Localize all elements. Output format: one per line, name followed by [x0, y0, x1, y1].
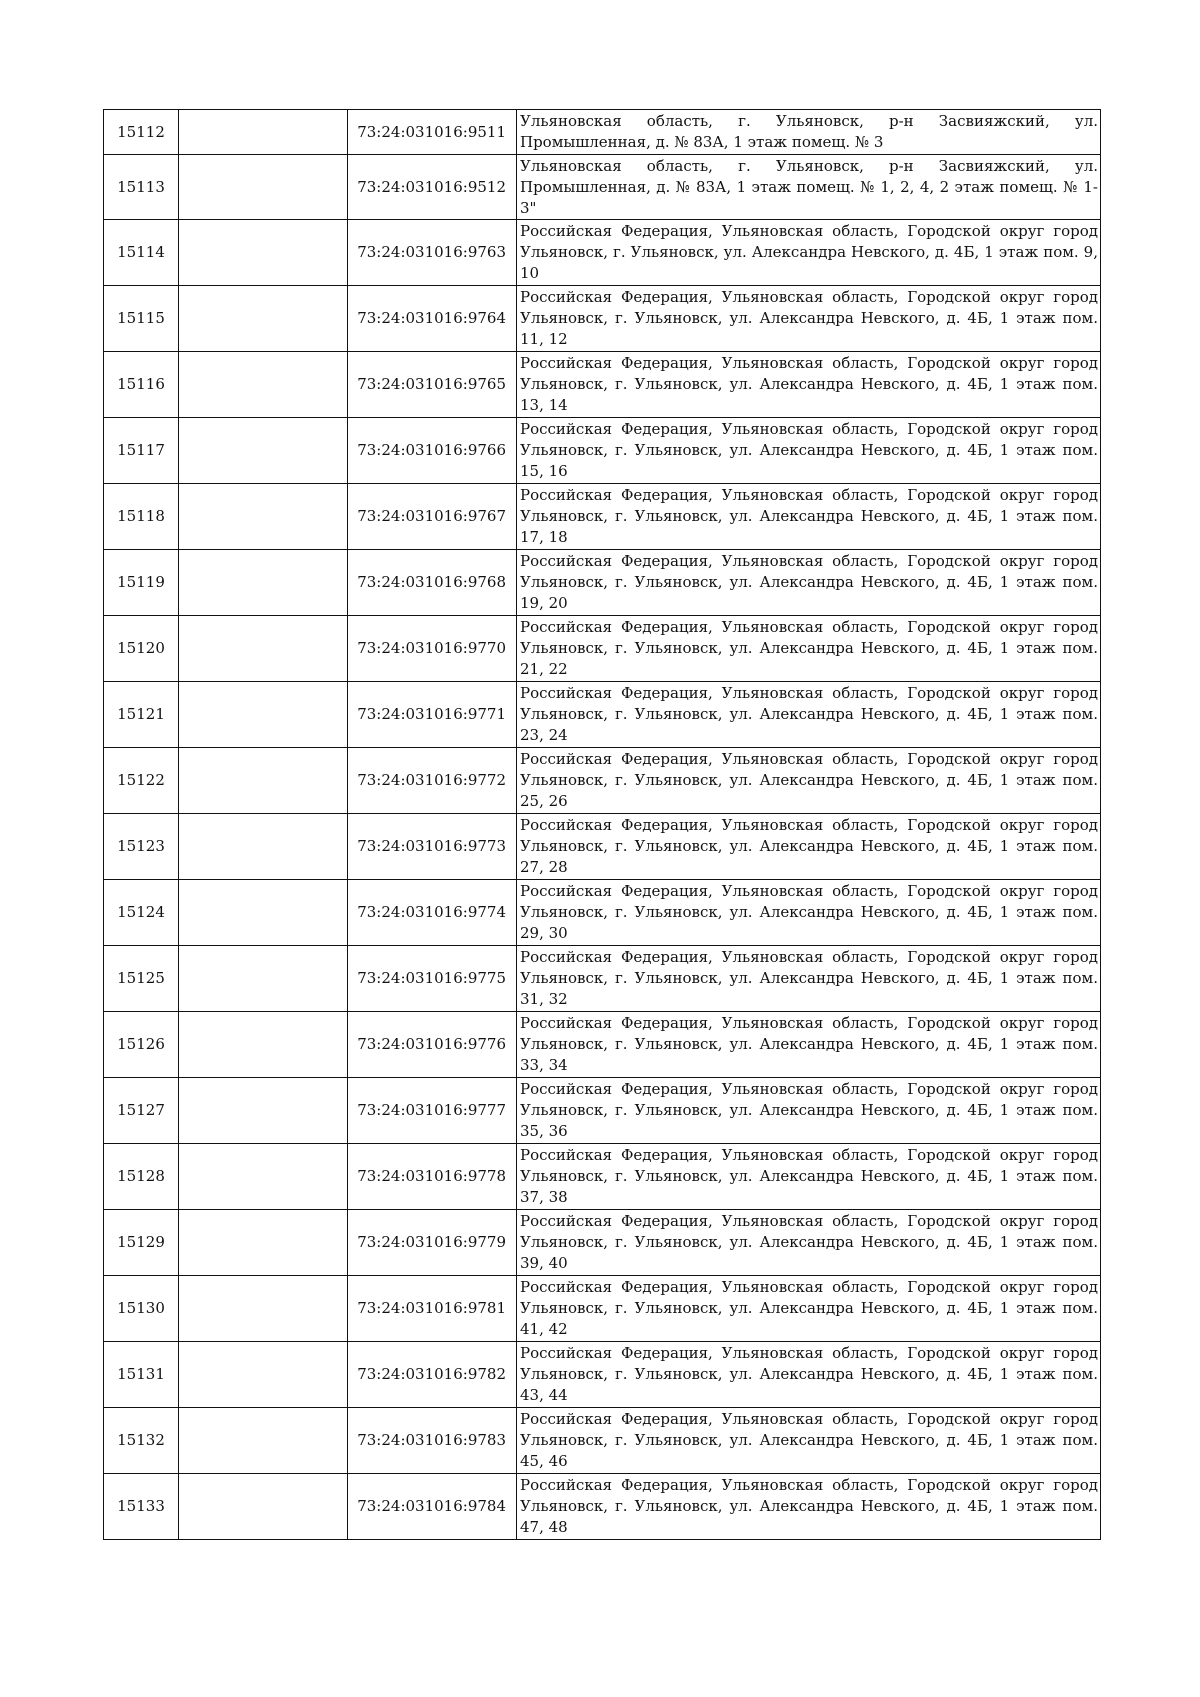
- table-row: [104, 1144, 1101, 1210]
- table-row: [104, 220, 1101, 286]
- address-cell: Ульяновская область, г. Ульяновск, р-н Засвияжский, ул. Промышленная, д. № 83А, 1 этаж помещ. № 3: [517, 110, 1101, 155]
- row-number-cell: 15114: [104, 220, 179, 286]
- empty-cell: [179, 748, 348, 814]
- empty-cell: [179, 1078, 348, 1144]
- table-row: [104, 1210, 1101, 1276]
- address-cell: Российская Федерация, Ульяновская область, Городской округ город Ульяновск, г. Ульяновск, ул. Александра Невского, д. 4Б, 1 этаж пом. 11, 12: [517, 286, 1101, 352]
- table-row: [104, 880, 1101, 946]
- address-cell: Российская Федерация, Ульяновская область, Городской округ город Ульяновск, г. Ульяновск, ул. Александра Невского, д. 4Б, 1 этаж пом. 15, 16: [517, 418, 1101, 484]
- cadastral-number-cell: 73:24:031016:9512: [348, 155, 517, 220]
- registry-table: [103, 109, 1101, 1540]
- empty-cell: [179, 550, 348, 616]
- address-cell: Российская Федерация, Ульяновская область, Городской округ город Ульяновск, г. Ульяновск, ул. Александра Невского, д. 4Б, 1 этаж пом. 33, 34: [517, 1012, 1101, 1078]
- cadastral-number-cell: 73:24:031016:9775: [348, 946, 517, 1012]
- address-cell: Российская Федерация, Ульяновская область, Городской округ город Ульяновск, г. Ульяновск, ул. Александра Невского, д. 4Б, 1 этаж пом. 47, 48: [517, 1474, 1101, 1540]
- empty-cell: [179, 1012, 348, 1078]
- cadastral-number-cell: 73:24:031016:9772: [348, 748, 517, 814]
- row-number-cell: 15123: [104, 814, 179, 880]
- table-row: [104, 110, 1101, 155]
- empty-cell: [179, 286, 348, 352]
- empty-cell: [179, 220, 348, 286]
- row-number-cell: 15124: [104, 880, 179, 946]
- empty-cell: [179, 155, 348, 220]
- cadastral-number-cell: 73:24:031016:9764: [348, 286, 517, 352]
- table-row: [104, 1012, 1101, 1078]
- empty-cell: [179, 616, 348, 682]
- cadastral-number-cell: 73:24:031016:9783: [348, 1408, 517, 1474]
- cadastral-number-cell: 73:24:031016:9763: [348, 220, 517, 286]
- empty-cell: [179, 682, 348, 748]
- empty-cell: [179, 946, 348, 1012]
- table-row: [104, 1408, 1101, 1474]
- cadastral-number-cell: 73:24:031016:9768: [348, 550, 517, 616]
- row-number-cell: 15126: [104, 1012, 179, 1078]
- address-cell: Российская Федерация, Ульяновская область, Городской округ город Ульяновск, г. Ульяновск, ул. Александра Невского, д. 4Б, 1 этаж пом. 13, 14: [517, 352, 1101, 418]
- table-row: [104, 418, 1101, 484]
- row-number-cell: 15128: [104, 1144, 179, 1210]
- row-number-cell: 15116: [104, 352, 179, 418]
- row-number-cell: 15117: [104, 418, 179, 484]
- empty-cell: [179, 418, 348, 484]
- cadastral-number-cell: 73:24:031016:9778: [348, 1144, 517, 1210]
- row-number-cell: 15127: [104, 1078, 179, 1144]
- address-cell: Российская Федерация, Ульяновская область, Городской округ город Ульяновск, г. Ульяновск, ул. Александра Невского, д. 4Б, 1 этаж пом. 17, 18: [517, 484, 1101, 550]
- table-row: [104, 1276, 1101, 1342]
- address-cell: Российская Федерация, Ульяновская область, Городской округ город Ульяновск, г. Ульяновск, ул. Александра Невского, д. 4Б, 1 этаж пом. 27, 28: [517, 814, 1101, 880]
- row-number-cell: 15129: [104, 1210, 179, 1276]
- registry-table-body: [104, 110, 1101, 1540]
- cadastral-number-cell: 73:24:031016:9773: [348, 814, 517, 880]
- address-cell: Российская Федерация, Ульяновская область, Городской округ город Ульяновск, г. Ульяновск, ул. Александра Невского, д. 4Б, 1 этаж пом. 21, 22: [517, 616, 1101, 682]
- row-number-cell: 15118: [104, 484, 179, 550]
- row-number-cell: 15122: [104, 748, 179, 814]
- empty-cell: [179, 880, 348, 946]
- empty-cell: [179, 1408, 348, 1474]
- address-cell: Российская Федерация, Ульяновская область, Городской округ город Ульяновск, г. Ульяновск, ул. Александра Невского, д. 4Б, 1 этаж пом. 25, 26: [517, 748, 1101, 814]
- table-row: [104, 155, 1101, 220]
- table-row: [104, 352, 1101, 418]
- cadastral-number-cell: 73:24:031016:9777: [348, 1078, 517, 1144]
- address-cell: Российская Федерация, Ульяновская область, Городской округ город Ульяновск, г. Ульяновск, ул. Александра Невского, д. 4Б, 1 этаж пом. 29, 30: [517, 880, 1101, 946]
- cadastral-number-cell: 73:24:031016:9766: [348, 418, 517, 484]
- empty-cell: [179, 1210, 348, 1276]
- address-cell: Российская Федерация, Ульяновская область, Городской округ город Ульяновск, г. Ульяновск, ул. Александра Невского, д. 4Б, 1 этаж пом. 43, 44: [517, 1342, 1101, 1408]
- cadastral-number-cell: 73:24:031016:9776: [348, 1012, 517, 1078]
- table-row: [104, 1474, 1101, 1540]
- cadastral-number-cell: 73:24:031016:9767: [348, 484, 517, 550]
- table-row: [104, 550, 1101, 616]
- empty-cell: [179, 1276, 348, 1342]
- address-cell: Российская Федерация, Ульяновская область, Городской округ город Ульяновск, г. Ульяновск, ул. Александра Невского, д. 4Б, 1 этаж пом. 19, 20: [517, 550, 1101, 616]
- address-cell: Российская Федерация, Ульяновская область, Городской округ город Ульяновск, г. Ульяновск, ул. Александра Невского, д. 4Б, 1 этаж пом. 35, 36: [517, 1078, 1101, 1144]
- address-cell: Российская Федерация, Ульяновская область, Городской округ город Ульяновск, г. Ульяновск, ул. Александра Невского, д. 4Б, 1 этаж пом. 31, 32: [517, 946, 1101, 1012]
- row-number-cell: 15133: [104, 1474, 179, 1540]
- cadastral-number-cell: 73:24:031016:9511: [348, 110, 517, 155]
- row-number-cell: 15125: [104, 946, 179, 1012]
- address-cell: Российская Федерация, Ульяновская область, Городской округ город Ульяновск, г. Ульяновск, ул. Александра Невского, д. 4Б, 1 этаж пом. 39, 40: [517, 1210, 1101, 1276]
- row-number-cell: 15119: [104, 550, 179, 616]
- row-number-cell: 15130: [104, 1276, 179, 1342]
- cadastral-number-cell: 73:24:031016:9781: [348, 1276, 517, 1342]
- cadastral-number-cell: 73:24:031016:9774: [348, 880, 517, 946]
- cadastral-number-cell: 73:24:031016:9779: [348, 1210, 517, 1276]
- table-row: [104, 1078, 1101, 1144]
- row-number-cell: 15115: [104, 286, 179, 352]
- address-cell: Российская Федерация, Ульяновская область, Городской округ город Ульяновск, г. Ульяновск, ул. Александра Невского, д. 4Б, 1 этаж пом. 9, 10: [517, 220, 1101, 286]
- table-row: [104, 286, 1101, 352]
- empty-cell: [179, 110, 348, 155]
- table-row: [104, 946, 1101, 1012]
- empty-cell: [179, 484, 348, 550]
- address-cell: Российская Федерация, Ульяновская область, Городской округ город Ульяновск, г. Ульяновск, ул. Александра Невского, д. 4Б, 1 этаж пом. 37, 38: [517, 1144, 1101, 1210]
- address-cell: Российская Федерация, Ульяновская область, Городской округ город Ульяновск, г. Ульяновск, ул. Александра Невского, д. 4Б, 1 этаж пом. 45, 46: [517, 1408, 1101, 1474]
- cadastral-number-cell: 73:24:031016:9770: [348, 616, 517, 682]
- empty-cell: [179, 1144, 348, 1210]
- row-number-cell: 15120: [104, 616, 179, 682]
- address-cell: Российская Федерация, Ульяновская область, Городской округ город Ульяновск, г. Ульяновск, ул. Александра Невского, д. 4Б, 1 этаж пом. 23, 24: [517, 682, 1101, 748]
- row-number-cell: 15121: [104, 682, 179, 748]
- cadastral-number-cell: 73:24:031016:9782: [348, 1342, 517, 1408]
- row-number-cell: 15113: [104, 155, 179, 220]
- table-row: [104, 1342, 1101, 1408]
- table-row: [104, 682, 1101, 748]
- empty-cell: [179, 1342, 348, 1408]
- row-number-cell: 15112: [104, 110, 179, 155]
- cadastral-number-cell: 73:24:031016:9784: [348, 1474, 517, 1540]
- row-number-cell: 15132: [104, 1408, 179, 1474]
- cadastral-number-cell: 73:24:031016:9765: [348, 352, 517, 418]
- table-row: [104, 616, 1101, 682]
- cadastral-number-cell: 73:24:031016:9771: [348, 682, 517, 748]
- table-row: [104, 484, 1101, 550]
- address-cell: Российская Федерация, Ульяновская область, Городской округ город Ульяновск, г. Ульяновск, ул. Александра Невского, д. 4Б, 1 этаж пом. 41, 42: [517, 1276, 1101, 1342]
- address-cell: Ульяновская область, г. Ульяновск, р-н Засвияжский, ул. Промышленная, д. № 83А, 1 этаж помещ. № 1, 2, 4, 2 этаж помещ. № 1-3": [517, 155, 1101, 220]
- table-row: [104, 748, 1101, 814]
- row-number-cell: 15131: [104, 1342, 179, 1408]
- empty-cell: [179, 814, 348, 880]
- empty-cell: [179, 352, 348, 418]
- empty-cell: [179, 1474, 348, 1540]
- table-row: [104, 814, 1101, 880]
